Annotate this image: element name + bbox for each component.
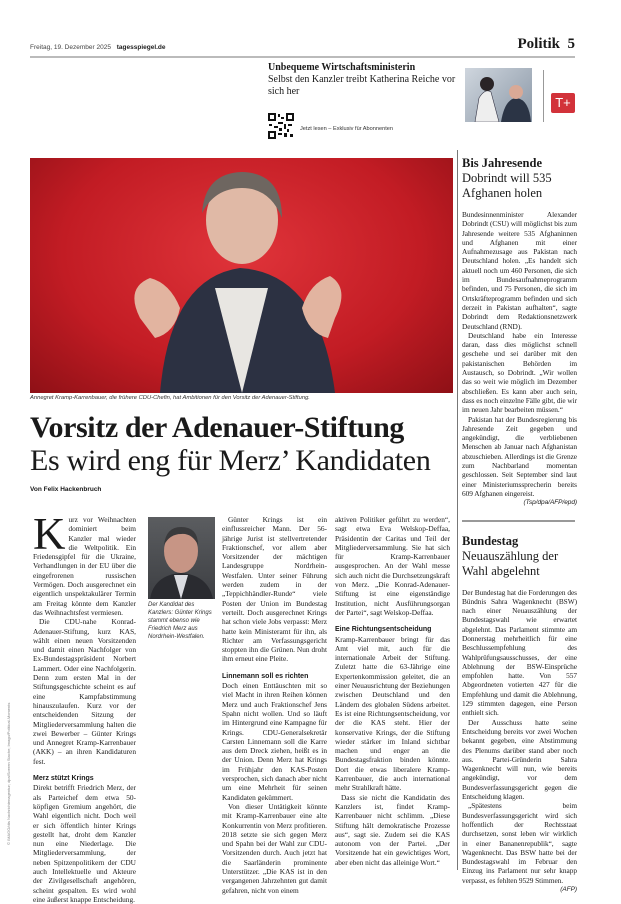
paragraph: Die CDU-nahe Konrad-Adenauer-Stiftung, kurz KAS, wählt einen neuen Vorsitzenden und damit einen Nachfolger von Ex-Bundestagspräsident Norbert Lammert. Oder eine Nachfolgerin. Denn zum ersten Mal in der Stiftungsgeschichte scheint es auf eine Kampfabstimmung hinauszulaufen. Kurz vor der entscheidenden Sitzung der Mitgliederversammlung halten die zwei Bewerber – Günter Krings und Annegret Kramp-Karrenbauer (AKK) – an ihren Kandidaturen fest.	[33, 617, 136, 766]
paragraph: „Spätestens beim Bundesverfassungsgericht wird sich hoffentlich der Rechtsstaat durchsetzen, sonst leben wir wirklich in einer Bananenrepublik“, sagte Wagenknecht. Das BSW hatte bei der Bundestagswahl im Februar den Einzug ins Parlament nur sehr knapp verpasst, es fehlten 9529 Stimmen.	[462, 801, 577, 885]
sidebar-kicker: Bis Jahresende	[462, 156, 542, 170]
sidebar-headline: Dobrindt will 535 Afghanen holen	[462, 171, 552, 200]
article-column-3	[335, 515, 450, 867]
paragraph: Pakistan hat der Bundesregierung bis Jahresende Zeit gegeben und angekündigt, die verbliebenen Menschen ab Januar nach Afghanistan abzuschieben. Allerdings ist die Grenze zum Nachbarland momentan geschlossen. Seit September sind laut einer Ministeriumssprecherin bereits 609 Afghanen eingereist.	[462, 414, 577, 498]
sidebar-story-dobrindt	[462, 156, 577, 508]
page-date-line	[30, 44, 166, 51]
teaser-headline[interactable]: Selbst den Kanzler treibt Katherina Reiche vor sich her	[268, 74, 456, 97]
paragraph: Der Bundestag hat die Forderungen des Bündnis Sahra Wagenknecht (BSW) nach einer Neuauszählung der Bundestagswahl wie erwartet abgelehnt. Das Parlament stimmte am Donnerstag mehrheitlich für eine Beschlussempfehlung des Wahlprüfungsausschusses, der eine Ablehnung der BSW-Einsprüche empfohlen hatte. Von 557 Abgeordneten votierten 427 für die Empfehlung und damit die Ablehnung, 129 stimmten dagegen, eine Person enthielt sich.	[462, 587, 577, 718]
paragraph: Dass sie nicht die Kandidatin des Kanzlers ist, findet Kramp-Karrenbauer nicht schlimm. „Diese Stiftung hält demokratische Prozesse aus“, sagt sie. Zudem sei die KAS autonom von der Partei. „Der Vorsitzende hat ein gewichtiges Wort, aber eben nicht das alleinige Wort.“	[335, 792, 450, 867]
krings-photo-image	[148, 517, 215, 599]
section-label	[517, 36, 575, 53]
source-credit: (Tsp/dpa/AFP/epd)	[523, 499, 577, 507]
crosshead: Eine Richtungsentscheidung	[335, 626, 432, 634]
tplus-badge[interactable]: T+	[551, 93, 575, 113]
paragraph: Von dieser Untätigkeit könnte mit Kramp-Karrenbauer eine alte Konkurrentin von Merz profitieren. 2018 setzte sie sich gegen Merz und Spahn bei der Wahl zur CDU-Vorsitzenden durch. Auch jetzt hat die Saarländerin prominente Unterstützer. „Die KAS ist in den vergangenen Jahrzehnten gut damit gefahren, nicht von einem	[222, 801, 327, 895]
teaser-divider	[543, 70, 544, 122]
paragraph: Bundesinnenminister Alexander Dobrindt (CSU) will möglichst bis zum Jahresende weitere 535 Afghaninnen und Afghanen mit einer Aufnahmezusage aus Pakistan nach Deutschland holen. „Es handelt sich aktuell noch um 460 Personen, die sich im Bundesaufnahmeprogramm befinden, und 75 Personen, die sich im Ortskräfteprogramm befinden und sich derzeit in Pakistan aufhalten“, sagte Dobrindt dem Redaktionsnetzwerk Deutschland (RND).	[462, 210, 577, 331]
crosshead: Merz stützt Krings	[33, 775, 94, 783]
article-column-2	[222, 515, 327, 895]
main-photo	[30, 158, 453, 393]
sidebar-separator	[462, 520, 575, 522]
paragraph: Kramp-Karrenbauer bringt für das Amt viel mit, auch für die internationale Arbeit der Stiftung. Zuletzt hatte die 63-Jährige eine Expertenkommission geleitet, die an einer Neuausrichtung der Beziehungen zwischen Deutschland und den Ländern des globalen Südens arbeitet. Es ist eine Richtungsentscheidung, vor der die KAS steht. Hier der konservative Krings, der die Stiftung wieder stärker im Inland sichtbar machen und enger an die Bundestagsfraktion binden könnte. Dort die etwas liberalere Kramp-Karrenbauer, die auch international mehr Strahlkraft hätte.	[335, 634, 450, 793]
page-number: 5	[567, 36, 575, 52]
paragraph: urz vor Weihnachten dominiert beim Kanzler mal wieder die Weltpolitik. Ein Friedensgipfel für die Ukraine, Verhandlungen in der EU über die eingefrorenen russischen Vermögen. Doch ausgerechnet ein eigentlich unspektakulärer Termin am Freitag könnte dem Kanzler das Weihnachtsfest vermiesen.	[33, 515, 136, 617]
teaser-kicker: Unbequeme Wirtschaftsministerin	[268, 62, 416, 73]
article-headline: Vorsitz der Adenauer-Stiftung	[30, 411, 404, 444]
sidebar-kicker: Bundestag	[462, 533, 519, 548]
paragraph: Direkt betrifft Friedrich Merz, der als Parteichef dem etwa 50-köpfigen Gremium angehört, die Wahl eigentlich nicht. Doch weil er sich öffentlich hinter Krings gestellt hat, droht dem Kanzler nun eine Niederlage. Die Mitgliederversammlung, der neben Spitzenpolitikern der CDU auch Intellektuelle und Akteure der Zivilgesellschaft angehören, scheint gespalten. Es wird wohl eine äußerst knappe Entscheidung.	[33, 783, 136, 904]
article-subheadline: Es wird eng für Merz’ Kandidaten	[30, 444, 431, 477]
site-name[interactable]: tagesspiegel.de	[116, 44, 166, 51]
teaser[interactable]	[268, 62, 460, 98]
photo-credit: © IMAGO/dts Nachrichtenagentur; dpa/Soeren Stache; Imago/Political-Moments	[6, 702, 11, 845]
section-name: Politik	[517, 36, 560, 52]
main-photo-image	[30, 158, 453, 393]
drop-cap: K	[33, 509, 66, 559]
teaser-photo[interactable]	[465, 68, 532, 122]
sidebar-story-bundestag	[462, 534, 577, 895]
byline: Von Felix Hackenbruch	[30, 486, 102, 493]
paragraph: Deutschland habe ein Interesse daran, dass dies möglichst schnell geschehe und sei darüber mit den pakistanischen Behörden im Austausch, so Dobrindt. „Wir wollen das so weit wie möglich im Dezember abschließen. Es kann aber auch sein, dass es noch einzelne Fälle gibt, die wir im neuen Jahr bearbeiten müssen.“	[462, 330, 578, 415]
krings-caption: Der Kandidat des Kanzlers: Günter Krings stammt ebenso wie Friedrich Merz aus Nordrhein-Westfalen.	[148, 602, 212, 640]
teaser-cta[interactable]: Jetzt lesen – Exklusiv für Abonnenten	[300, 126, 393, 132]
qr-code-icon[interactable]	[268, 113, 294, 139]
header-rule	[30, 56, 575, 58]
crosshead: Linnemann soll es richten	[222, 672, 309, 680]
headline-block	[30, 412, 455, 494]
paragraph: Günter Krings ist ein einflussreicher Mann. Der 56-jährige Jurist ist stellvertretender Fraktionschef, vor allem aber Vorsitzender der mächtigen Landesgruppe Nordrhein-Westfalen. Unter seiner Führung werden zudem in der „Teppichhändler-Runde“ viele Posten der Union im Bundestag verteilt. Doch ausgerechnet Krings hat schon viele Jobs verpasst: Merz hatte kein Ministeramt für ihn, als Richter am Verfassungsgericht stoppten ihn die Grünen. Nun droht ihm erneut eine Pleite.	[222, 515, 327, 664]
paragraph: aktiven Politiker geführt zu werden“, sagt etwa Eva Welskop-Deffaa, Präsidentin der Caritas und Teil der Mitgliederversammlung. Sie hat sich für Kramp-Karrenbauer ausgesprochen. An der Wahl messe sich auch nicht die Durchsetzungskraft von Merz. „Die Konrad-Adenauer-Stiftung ist eine eigenständige Institution, nicht Ausführungsorgan der Partei“, sagt Welskop-Deffaa.	[335, 515, 450, 617]
article-column-1	[33, 509, 136, 904]
photo-caption: Annegret Kramp-Karrenbauer, die frühere CDU-Chefin, hat Ambitionen für den Vorsitz der Adenauer-Stiftung.	[30, 395, 310, 401]
issue-date: Freitag, 19. Dezember 2025	[30, 44, 111, 51]
sidebar-headline: Neuauszählung der Wahl abgelehnt	[462, 548, 559, 578]
source-credit: (AFP)	[560, 886, 577, 893]
paragraph: Doch einen Enttäuschten mit so viel Macht in ihren Reihen können Merz und auch Fraktionschef Jens Spahn nicht wollen. Und so läuft im Hintergrund eine Kampagne für Krings. CDU-Generalsekretär Carsten Linnemann soll die Karre aus dem Dreck ziehen, heißt es in der Union. Denn Merz hat Krings im Frühjahr den KAS-Posten versprochen, sich danach aber nicht um eine Mehrheit für seinen Kandidaten gekümmert.	[222, 681, 328, 802]
teaser-photo-image	[465, 68, 532, 122]
sidebar-divider	[457, 150, 458, 870]
sidebar	[462, 156, 577, 894]
krings-photo	[148, 517, 215, 599]
paragraph: Der Ausschuss hatte seine Entscheidung bereits vor zwei Wochen bekannt gegeben, eine Abstimmung des Plenums darüber stand aber noch aus. Partei-Gründerin Sahra Wagenknecht will nun, wie bereits angekündigt, vor dem Bundesverfassungsgericht gegen die Entscheidung klagen.	[462, 717, 577, 802]
